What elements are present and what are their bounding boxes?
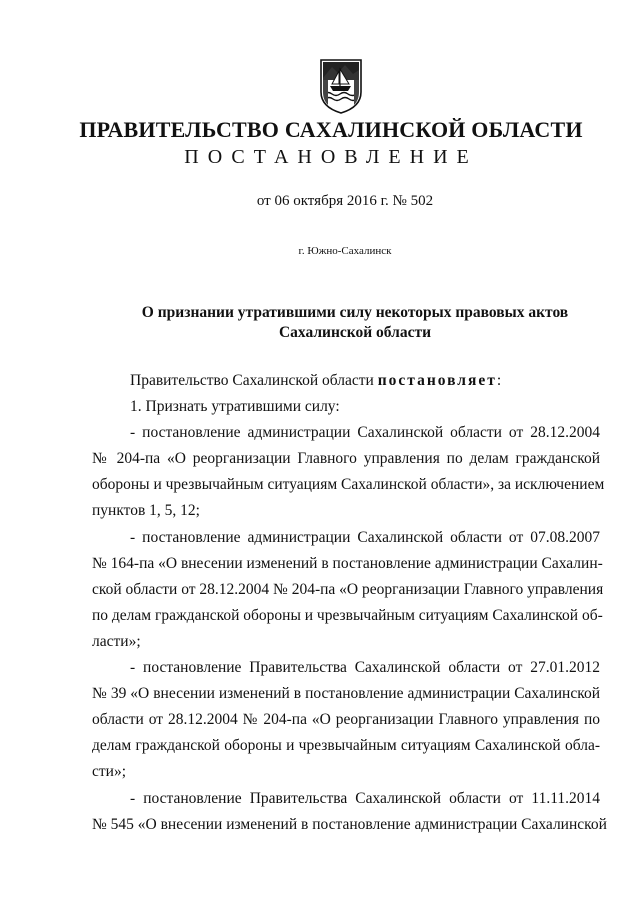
clause-line: области от 28.12.2004 № 204-па «О реорганизации Главного управления по bbox=[92, 711, 600, 729]
clause-line: № 204-па «О реорганизации Главного управления по делам гражданской bbox=[92, 450, 600, 468]
document-city: г. Южно-Сахалинск bbox=[298, 245, 392, 257]
document-heading-line2: Сахалинской области bbox=[278, 324, 432, 341]
clause-paragraph bbox=[92, 655, 600, 785]
clause-line: пунктов 1, 5, 12; bbox=[92, 502, 200, 520]
document-heading-line1: О признании утратившими силу некоторых правовых актов bbox=[141, 304, 569, 321]
clause-paragraph bbox=[92, 420, 605, 524]
document-heading bbox=[110, 303, 600, 343]
clause-line: ской области от 28.12.2004 № 204-па «О реорганизации Главного управления bbox=[92, 580, 604, 598]
intro-emphasis: постановляет bbox=[377, 372, 497, 389]
document-type: ПОСТАНОВЛЕНИЕ bbox=[184, 146, 478, 168]
clause-line: - постановление администрации Сахалинской области от 28.12.2004 bbox=[130, 424, 600, 442]
clause-line: сти»; bbox=[92, 763, 127, 781]
clause-line: обороны и чрезвычайным ситуациям Сахалинской области», за исключением bbox=[92, 476, 605, 494]
sakhalin-coat-of-arms-icon bbox=[318, 58, 364, 114]
document-date-number: от 06 октября 2016 г. № 502 bbox=[256, 193, 434, 209]
clause-line: по делам гражданской обороны и чрезвычайным ситуациям Сахалинской об- bbox=[92, 606, 603, 624]
clause-line: № 39 «О внесении изменений в постановление администрации Сахалинской bbox=[92, 685, 600, 703]
clause-line: № 545 «О внесении изменений в постановление администрации Сахалинской bbox=[92, 815, 607, 833]
clause-line: № 164-па «О внесении изменений в постановление администрации Сахалин- bbox=[92, 554, 603, 572]
organization-title: ПРАВИТЕЛЬСТВО САХАЛИНСКОЙ ОБЛАСТИ bbox=[79, 117, 583, 142]
intro-prefix: Правительство Сахалинской области bbox=[130, 372, 378, 389]
document-body bbox=[92, 368, 607, 838]
item-1: 1. Признать утратившими силу: bbox=[130, 398, 340, 416]
clause-paragraph bbox=[92, 786, 607, 838]
intro-paragraph bbox=[92, 368, 600, 394]
intro-suffix: : bbox=[496, 372, 502, 389]
clause-line: - постановление Правительства Сахалинской области от 27.01.2012 bbox=[130, 659, 600, 677]
clause-line: ласти»; bbox=[92, 632, 141, 650]
clause-paragraph bbox=[92, 525, 604, 655]
clause-line: делам гражданской обороны и чрезвычайным ситуациям Сахалинской обла- bbox=[92, 737, 600, 755]
clause-line: - постановление Правительства Сахалинской области от 11.11.2014 bbox=[130, 789, 600, 807]
clause-line: - постановление администрации Сахалинской области от 07.08.2007 bbox=[130, 528, 600, 546]
